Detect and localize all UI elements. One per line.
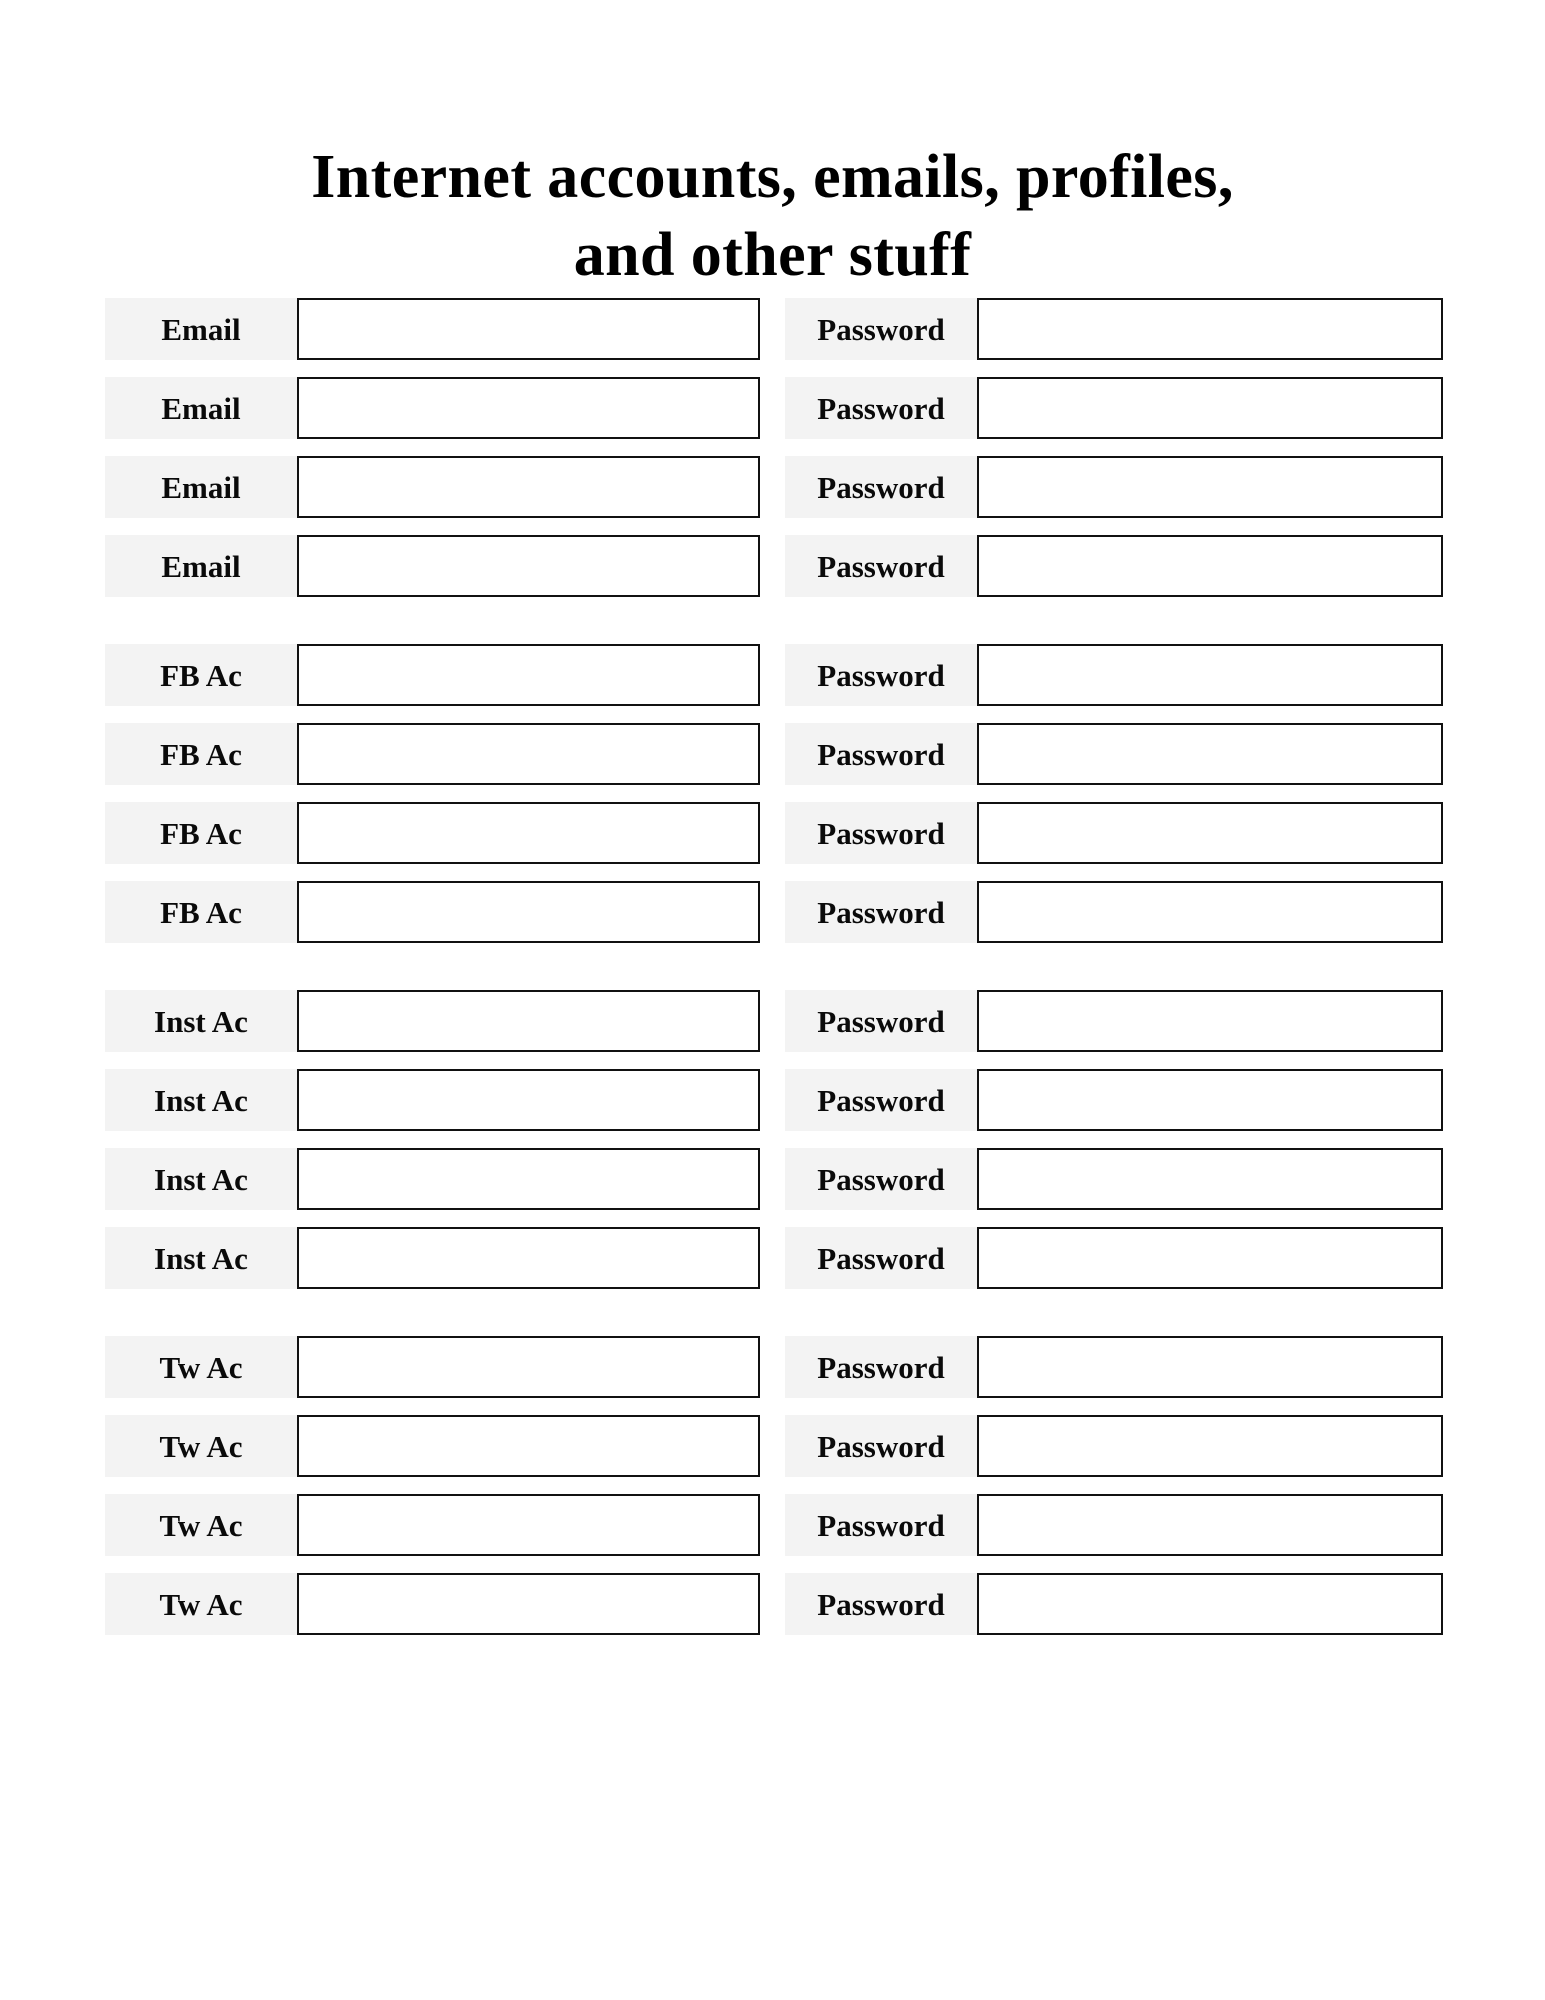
account-input[interactable] xyxy=(297,1227,760,1289)
password-field xyxy=(785,377,1443,439)
password-input[interactable] xyxy=(977,1148,1443,1210)
account-input[interactable] xyxy=(297,723,760,785)
account-label: Inst Ac xyxy=(105,1227,297,1289)
account-field xyxy=(105,535,760,597)
password-label: Password xyxy=(785,1415,977,1477)
account-input[interactable] xyxy=(297,1336,760,1398)
password-field xyxy=(785,1148,1443,1210)
password-label: Password xyxy=(785,644,977,706)
account-label: Inst Ac xyxy=(105,1069,297,1131)
account-field xyxy=(105,298,760,360)
account-label: Tw Ac xyxy=(105,1573,297,1635)
password-label: Password xyxy=(785,990,977,1052)
account-input[interactable] xyxy=(297,644,760,706)
account-input[interactable] xyxy=(297,1494,760,1556)
form-row xyxy=(105,1573,1443,1635)
account-field xyxy=(105,1227,760,1289)
password-label: Password xyxy=(785,1494,977,1556)
account-field xyxy=(105,723,760,785)
accounts-form xyxy=(105,298,1443,1635)
account-label: Inst Ac xyxy=(105,990,297,1052)
account-field xyxy=(105,456,760,518)
account-label: Inst Ac xyxy=(105,1148,297,1210)
account-input[interactable] xyxy=(297,1148,760,1210)
form-row xyxy=(105,723,1443,785)
account-label: Tw Ac xyxy=(105,1494,297,1556)
account-field xyxy=(105,644,760,706)
password-field xyxy=(785,535,1443,597)
page-title-line-1: Internet accounts, emails, profiles, xyxy=(311,142,1234,211)
account-field xyxy=(105,1415,760,1477)
password-label: Password xyxy=(785,1227,977,1289)
password-input[interactable] xyxy=(977,1494,1443,1556)
account-field xyxy=(105,1336,760,1398)
password-input[interactable] xyxy=(977,1415,1443,1477)
form-row xyxy=(105,990,1443,1052)
form-row xyxy=(105,298,1443,360)
password-field xyxy=(785,723,1443,785)
account-label: Email xyxy=(105,377,297,439)
account-input[interactable] xyxy=(297,456,760,518)
account-label: FB Ac xyxy=(105,644,297,706)
password-input[interactable] xyxy=(977,644,1443,706)
account-field xyxy=(105,1573,760,1635)
password-field xyxy=(785,1227,1443,1289)
password-label: Password xyxy=(785,1336,977,1398)
form-row xyxy=(105,1415,1443,1477)
form-row xyxy=(105,881,1443,943)
account-input[interactable] xyxy=(297,1415,760,1477)
account-input[interactable] xyxy=(297,1069,760,1131)
password-input[interactable] xyxy=(977,802,1443,864)
password-input[interactable] xyxy=(977,1069,1443,1131)
password-field xyxy=(785,298,1443,360)
password-field xyxy=(785,1069,1443,1131)
password-label: Password xyxy=(785,1148,977,1210)
account-label: Email xyxy=(105,456,297,518)
password-field xyxy=(785,1415,1443,1477)
form-row xyxy=(105,377,1443,439)
account-input[interactable] xyxy=(297,1573,760,1635)
account-field xyxy=(105,802,760,864)
password-input[interactable] xyxy=(977,456,1443,518)
account-label: Tw Ac xyxy=(105,1336,297,1398)
form-row xyxy=(105,1494,1443,1556)
password-label: Password xyxy=(785,456,977,518)
password-input[interactable] xyxy=(977,990,1443,1052)
password-field xyxy=(785,456,1443,518)
account-input[interactable] xyxy=(297,298,760,360)
password-input[interactable] xyxy=(977,1227,1443,1289)
password-input[interactable] xyxy=(977,377,1443,439)
form-row xyxy=(105,1336,1443,1398)
account-field xyxy=(105,1148,760,1210)
page-title-line-2: and other stuff xyxy=(573,220,972,289)
form-row xyxy=(105,644,1443,706)
password-label: Password xyxy=(785,881,977,943)
account-label: Email xyxy=(105,535,297,597)
account-field xyxy=(105,1069,760,1131)
account-input[interactable] xyxy=(297,881,760,943)
password-input[interactable] xyxy=(977,535,1443,597)
account-label: FB Ac xyxy=(105,881,297,943)
form-row xyxy=(105,535,1443,597)
password-field xyxy=(785,1336,1443,1398)
account-input[interactable] xyxy=(297,990,760,1052)
password-label: Password xyxy=(785,1069,977,1131)
account-input[interactable] xyxy=(297,377,760,439)
account-field xyxy=(105,1494,760,1556)
password-input[interactable] xyxy=(977,298,1443,360)
field-group-facebook-group xyxy=(105,644,1443,943)
page-title xyxy=(0,138,1545,294)
password-input[interactable] xyxy=(977,881,1443,943)
form-row xyxy=(105,1069,1443,1131)
account-field xyxy=(105,881,760,943)
password-label: Password xyxy=(785,535,977,597)
account-label: FB Ac xyxy=(105,802,297,864)
password-field xyxy=(785,1573,1443,1635)
password-label: Password xyxy=(785,377,977,439)
account-label: Email xyxy=(105,298,297,360)
field-group-instagram-group xyxy=(105,990,1443,1289)
password-label: Password xyxy=(785,298,977,360)
account-input[interactable] xyxy=(297,535,760,597)
password-field xyxy=(785,802,1443,864)
password-field xyxy=(785,881,1443,943)
password-input[interactable] xyxy=(977,723,1443,785)
password-input[interactable] xyxy=(977,1573,1443,1635)
account-label: FB Ac xyxy=(105,723,297,785)
form-row xyxy=(105,802,1443,864)
form-row xyxy=(105,456,1443,518)
account-input[interactable] xyxy=(297,802,760,864)
account-field xyxy=(105,990,760,1052)
form-row xyxy=(105,1148,1443,1210)
password-field xyxy=(785,990,1443,1052)
password-input[interactable] xyxy=(977,1336,1443,1398)
account-field xyxy=(105,377,760,439)
field-group-twitter-group xyxy=(105,1336,1443,1635)
password-label: Password xyxy=(785,1573,977,1635)
password-field xyxy=(785,644,1443,706)
password-label: Password xyxy=(785,723,977,785)
password-label: Password xyxy=(785,802,977,864)
field-group-email-group xyxy=(105,298,1443,597)
account-label: Tw Ac xyxy=(105,1415,297,1477)
password-field xyxy=(785,1494,1443,1556)
form-row xyxy=(105,1227,1443,1289)
